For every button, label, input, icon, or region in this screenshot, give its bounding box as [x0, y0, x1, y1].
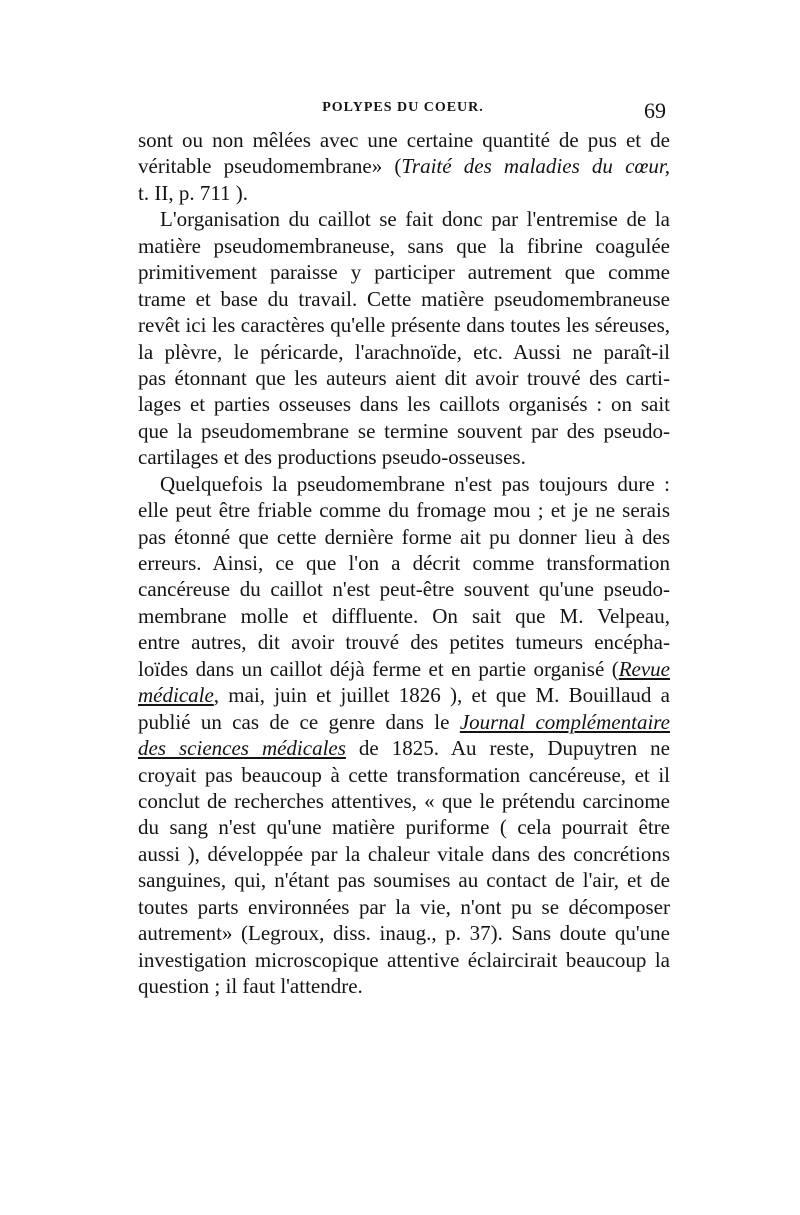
text-line: la plèvre, le péricarde, l'arachnoïde, etc. Aussi ne paraît-il: [138, 339, 670, 364]
text-line: entre autres, dit avoir trouvé des petites tumeurs encépha-: [138, 630, 670, 655]
text-line: [138, 709, 670, 735]
text-span: publié un cas de ce genre dans le: [138, 709, 460, 734]
emphasis-span: médicale: [138, 683, 214, 708]
text-line: t. II, p. 711 ).: [138, 180, 249, 205]
text-line: erreurs. Ainsi, ce que l'on a décrit comme transformation: [138, 551, 670, 575]
text-line: trame et base du travail. Cette matière pseudomembraneuse: [138, 286, 670, 311]
text-line: membrane molle et diffluente. On sait que M. Velpeau,: [138, 603, 670, 628]
text-line: aussi ), développée par la chaleur vitale dans des concrétions: [138, 841, 670, 866]
text-line: sanguines, qui, n'étant pas soumises au contact de l'air, et de: [138, 868, 670, 893]
text-line: L'organisation du caillot se fait donc par l'entremise de la: [160, 207, 670, 232]
text-span: de 1825. Au reste, Dupuytren ne: [345, 736, 670, 761]
text-line: Quelquefois la pseudomembrane n'est pas toujours dure :: [160, 471, 670, 496]
running-head: [138, 98, 668, 126]
emphasis-span: Revue: [618, 656, 670, 681]
text-line: sont ou non mêlées avec une certaine quantité de pus et de: [138, 128, 670, 152]
body-text: [138, 127, 670, 999]
text-span: loïdes dans un caillot déjà ferme et en partie organisé (: [138, 656, 619, 681]
text-line: cartilages et des productions pseudo-osseuses.: [138, 445, 526, 470]
text-line: autrement» (Legroux, diss. inaug., p. 37). Sans doute qu'une: [138, 921, 670, 946]
text-line: revêt ici les caractères qu'elle présente dans toutes les séreuses,: [138, 313, 670, 338]
page-number: 69: [644, 98, 666, 123]
text-line: croyait pas beaucoup à cette transformation cancéreuse, et il: [138, 762, 670, 787]
text-line: que la pseudomembrane se termine souvent par des pseudo-: [138, 418, 670, 443]
text-line: [138, 153, 670, 179]
text-line: pas étonnant que les auteurs aient dit avoir trouvé des carti-: [138, 365, 670, 390]
text-line: lages et parties osseuses dans les caillots organisés : on sait: [138, 392, 670, 417]
text-line: conclut de recherches attentives, « que le prétendu carcinome: [138, 788, 670, 813]
text-line: [138, 735, 670, 761]
text-span: , mai, juin et juillet 1826 ), et que M. Bouillaud a: [213, 683, 670, 708]
text-line: investigation microscopique attentive éclaircirait beaucoup la: [138, 947, 670, 972]
text-line: [138, 682, 670, 708]
emphasis-span: Journal complémentaire: [459, 709, 670, 734]
text-line: cancéreuse du caillot n'est peut-être souvent qu'une pseudo-: [138, 577, 670, 602]
text-span: véritable pseudomembrane» (: [138, 154, 402, 179]
text-line: toutes parts environnées par la vie, n'ont pu se décomposer: [138, 894, 670, 919]
text-line: pas étonné que cette dernière forme ait pu donner lieu à des: [138, 524, 670, 549]
text-line: matière pseudomembraneuse, sans que la fibrine coagulée: [138, 233, 670, 258]
emphasis-span: des sciences médicales: [138, 736, 346, 761]
emphasis-span: Traité des maladies du cœur,: [401, 154, 670, 179]
text-line: [138, 656, 670, 682]
text-line: elle peut être friable comme du fromage mou ; et je ne serais: [138, 498, 670, 523]
text-line: du sang n'est qu'une matière puriforme ( cela pourrait être: [138, 815, 670, 840]
text-line: question ; il faut l'attendre.: [138, 974, 363, 998]
text-line: primitivement paraisse y participer autrement que comme: [138, 260, 670, 285]
running-title: POLYPES DU COEUR.: [322, 100, 484, 115]
